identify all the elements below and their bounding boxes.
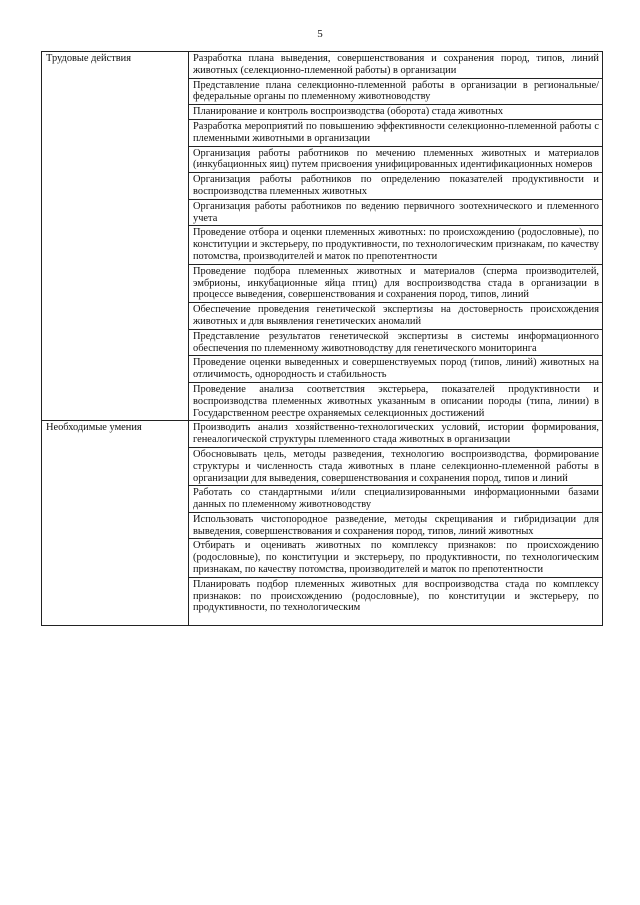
- table-cell: Разработка плана выведения, совершенствования и сохранения пород, типов, линий животных (селекционно-племенной работы) в организации: [189, 52, 603, 79]
- cut-off-cell-text: Планировать подбор племенных животных для воспроизводства стада по комплексу признаков: по происхождению (родословные), по конституции и экстерьеру, по продуктивности, по технологическим: [193, 578, 599, 614]
- table-cell: Обеспечение проведения генетической экспертизы на достоверность происхождения животных и для выявления генетических аномалий: [189, 303, 603, 330]
- table-cell: Представление плана селекционно-племенной работы в организации в региональные/федеральные органы по племенному животноводству: [189, 78, 603, 105]
- table-cell: Проведение отбора и оценки племенных животных: по происхождению (родословные), по конституции и экстерьеру, по продуктивности, по технологическим признакам, по качеству потомства, производителей и маток по препотентности: [189, 226, 603, 264]
- table-cell: Отбирать и оценивать животных по комплексу признаков: по происхождению (родословные), по конституции и экстерьеру, по продуктивности, по технологическим признакам, по качеству потомства, производителей и маток по препотентности: [189, 539, 603, 577]
- section-label: Трудовые действия: [42, 52, 189, 421]
- table-cell: Организация работы работников по мечению племенных животных и материалов (инкубационных яиц) путем присвоения унифицированных идентификационных номеров: [189, 146, 603, 173]
- table-cell: Производить анализ хозяйственно-технологических условий, истории формирования, генеалогической структуры племенного стада животных в организации: [189, 421, 603, 448]
- table-cell: Организация работы работников по ведению первичного зоотехнического и племенного учета: [189, 199, 603, 226]
- table-cell: Проведение анализа соответствия экстерьера, показателей продуктивности и воспроизводства племенных животных указанным в описании породы (типа, линии) в Государственном реестре охраняемых селекционных достижений: [189, 382, 603, 420]
- section-label: Необходимые умения: [42, 421, 189, 626]
- table-cell: Проведение подбора племенных животных и материалов (сперма производителей, эмбрионы, инкубационные яйца птиц) для воспроизводства стада в организации в процессе выведения, совершенствования и сохранения пород, типов, линий: [189, 264, 603, 302]
- table-row: [42, 52, 603, 79]
- table-cell: Планирование и контроль воспроизводства (оборота) стада животных: [189, 105, 603, 120]
- table-cell: Организация работы работников по определению показателей продуктивности и воспроизводства племенных животных: [189, 173, 603, 200]
- table-cell: Проведение оценки выведенных и совершенствуемых пород (типов, линий) животных на отличимость, однородность и стабильность: [189, 356, 603, 383]
- page-number: 5: [317, 28, 323, 40]
- competency-table: [41, 51, 603, 626]
- table-cell: Разработка мероприятий по повышению эффективности селекционно-племенной работы с племенными животными в организации: [189, 119, 603, 146]
- table-row: [42, 421, 603, 448]
- table-cell: [189, 577, 603, 625]
- table-cell: Представление результатов генетической экспертизы в системы информационного обеспечения по племенному животноводству для генетического мониторинга: [189, 329, 603, 356]
- table-cell: Работать со стандартными и/или специализированными информационными базами данных по племенному животноводству: [189, 486, 603, 513]
- table-cell: Обосновывать цель, методы разведения, технологию воспроизводства, формирование структуры и численность стада животных в плане селекционно-племенной работы в организации для выведения, совершенствования и сохранения пород, типов и линий: [189, 447, 603, 485]
- table-cell: Использовать чистопородное разведение, методы скрещивания и гибридизации для выведения, совершенствования и сохранения пород, типов, линий животных: [189, 512, 603, 539]
